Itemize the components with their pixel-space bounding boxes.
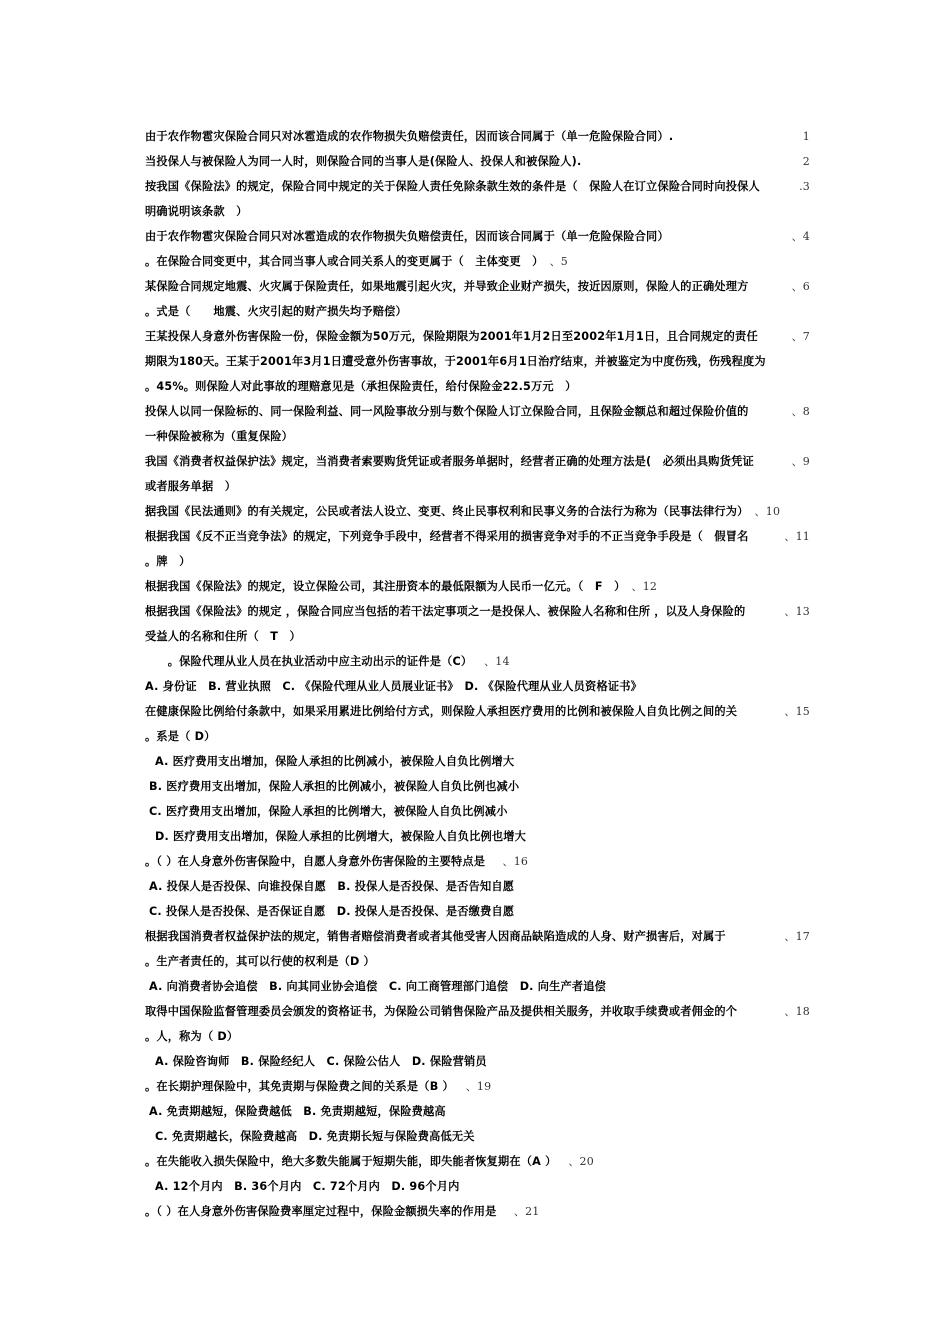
question-number: 、13 (784, 605, 810, 618)
text-line (145, 849, 810, 874)
line-text: 一种保险被称为（重复保险） (145, 430, 294, 443)
text-line (145, 899, 810, 924)
text-line (145, 599, 810, 624)
text-line (145, 949, 810, 974)
text-line (145, 399, 810, 424)
text-line (145, 699, 810, 724)
question-number: 、14 (484, 655, 510, 668)
line-text: 按我国《保险法》的规定，保险合同中规定的关于保险人责任免除条款生效的条件是（ 保险人在订立保险合同时向投保人 (145, 180, 760, 193)
question-number: 、21 (513, 1205, 540, 1218)
question-number: 、10 (754, 505, 781, 518)
text-line (145, 324, 810, 349)
line-text: 根据我国《反不正当竞争法》的规定，下列竞争手段中，经营者不得采用的损害竞争对手的不正当竞争手段是（ 假冒名 (145, 530, 749, 543)
text-line (145, 474, 810, 499)
text-line (145, 674, 810, 699)
question-number: 、8 (791, 405, 810, 418)
text-line (145, 249, 810, 274)
line-text: C. 免责期越长，保险费越高 D. 免责期长短与保险费高低无关 (155, 1130, 475, 1143)
text-line (145, 824, 810, 849)
text-line (145, 349, 810, 374)
question-number: 、7 (791, 330, 810, 343)
question-number: 、20 (568, 1155, 594, 1168)
line-text: 当投保人与被保险人为同一人时，则保险合同的当事人是(保险人、投保人和被保险人). (145, 155, 582, 168)
line-text: C. 投保人是否投保、是否保证自愿 D. 投保人是否投保、是否缴费自愿 (149, 905, 515, 918)
text-line (145, 374, 810, 399)
text-line (145, 1199, 810, 1224)
text-line (145, 124, 810, 149)
question-number: 、15 (784, 705, 810, 718)
text-line (145, 199, 810, 224)
text-line (145, 774, 810, 799)
line-text: 投保人以同一保险标的、同一保险利益、同一风险事故分别与数个保险人订立保险合同，且保险金额总和超过保险价值的 (145, 405, 749, 418)
line-text: A. 投保人是否投保、向谁投保自愿 B. 投保人是否投保、是否告知自愿 (149, 880, 515, 893)
question-number: 、17 (784, 930, 810, 943)
question-number: 、16 (502, 855, 529, 868)
line-text: 根据我国《保险法》的规定，设立保险公司，其注册资本的最低限额为人民币一亿元。（ F ） (145, 580, 626, 593)
text-line (145, 1074, 810, 1099)
question-number: 、19 (465, 1080, 492, 1093)
text-line (145, 749, 810, 774)
question-number: 、6 (791, 280, 810, 293)
line-text: 王某投保人身意外伤害保险一份，保险金额为50万元，保险期限为2001年1月2日至2002年1月1日，且合同规定的责任 (145, 330, 758, 343)
question-number: 、12 (631, 580, 658, 593)
line-text: 。系是（ D） (145, 730, 216, 743)
text-line (145, 299, 810, 324)
question-number: .3 (799, 180, 810, 193)
line-text: 受益人的名称和住所（ T ） (145, 630, 301, 643)
line-text: 。牌 ） (145, 555, 191, 568)
text-line (145, 499, 810, 524)
text-line (145, 1174, 810, 1199)
line-text: A. 保险咨询师 B. 保险经纪人 C. 保险公估人 D. 保险营销员 (155, 1055, 487, 1068)
question-number: 1 (802, 130, 810, 143)
line-text: 。（ ）在人身意外伤害保险中，自愿人身意外伤害保险的主要特点是 (145, 855, 497, 868)
line-text: 。45%。则保险人对此事故的理赔意见是（承担保险责任，给付保险金22.5万元 ） (145, 380, 577, 393)
line-text: 明确说明该条款 ） (145, 205, 248, 218)
text-line (145, 1024, 810, 1049)
text-line (145, 524, 810, 549)
line-text: C. 医疗费用支出增加，保险人承担的比例增大，被保险人自负比例减小 (149, 805, 508, 818)
text-line (145, 1049, 810, 1074)
text-line (145, 1124, 810, 1149)
text-line (145, 449, 810, 474)
line-text: 期限为180天。王某于2001年3月1日遭受意外伤害事故，于2001年6月1日治疗结束，并被鉴定为中度伤残，伤残程度为 (145, 355, 766, 368)
line-text: 。保险代理从业人员在执业活动中应主动出示的证件是（C） (145, 655, 479, 668)
line-text: D. 医疗费用支出增加，保险人承担的比例增大，被保险人自负比例也增大 (155, 830, 527, 843)
text-line (145, 624, 810, 649)
text-line (145, 1149, 810, 1174)
line-text: 我国《消费者权益保护法》规定，当消费者索要购货凭证或者服务单据时，经营者正确的处理方法是( 必须出具购货凭证 (145, 455, 754, 468)
text-line (145, 1099, 810, 1124)
text-line (145, 999, 810, 1024)
line-text: 。在长期护理保险中，其免责期与保险费之间的关系是（B ） (145, 1080, 460, 1093)
question-number: 、11 (784, 530, 810, 543)
text-line (145, 224, 810, 249)
line-text: 。在保险合同变更中，其合同当事人或合同关系人的变更属于（ 主体变更 ） (145, 255, 544, 268)
question-number: 、18 (784, 1005, 810, 1018)
line-text: 由于农作物雹灾保险合同只对冰雹造成的农作物损失负赔偿责任，因而该合同属于（单一危险保险合同）. (145, 130, 674, 143)
line-text: 根据我国《保险法》的规定 ，保险合同应当包括的若干法定事项之一是投保人、被保险人名称和住所 ，以及人身保险的 (145, 605, 746, 618)
text-line (145, 649, 810, 674)
text-line (145, 874, 810, 899)
line-text: A. 12个月内 B. 36个月内 C. 72个月内 D. 96个月内 (155, 1180, 460, 1193)
text-line (145, 424, 810, 449)
line-text: 。生产者责任的，其可以行使的权利是（D ） (145, 955, 375, 968)
line-text: B. 医疗费用支出增加，保险人承担的比例减小，被保险人自负比例也减小 (149, 780, 520, 793)
line-text: A. 医疗费用支出增加，保险人承担的比例减小，被保险人自负比例增大 (155, 755, 515, 768)
line-text: 。人，称为（ D） (145, 1030, 239, 1043)
line-text: 取得中国保险监督管理委员会颁发的资格证书，为保险公司销售保险产品及提供相关服务，并收取手续费或者佣金的个 (145, 1005, 738, 1018)
line-text: 或者服务单据 ） (145, 480, 237, 493)
question-number: 、9 (791, 455, 810, 468)
question-list (145, 124, 810, 1224)
question-number: 2 (802, 155, 810, 168)
text-line (145, 574, 810, 599)
line-text: 由于农作物雹灾保险合同只对冰雹造成的农作物损失负赔偿责任，因而该合同属于（单一危险保险合同） (145, 230, 669, 243)
text-line (145, 174, 810, 199)
line-text: A. 身份证 B. 营业执照 C. 《保险代理从业人员展业证书》 D. 《保险代理从业人员资格证书》 (145, 680, 642, 693)
line-text: 根据我国消费者权益保护法的规定，销售者赔偿消费者或者其他受害人因商品缺陷造成的人身、财产损害后，对属于 (145, 930, 726, 943)
text-line (145, 149, 810, 174)
text-line (145, 274, 810, 299)
line-text: 据我国《民法通则》的有关规定，公民或者法人设立、变更、终止民事权利和民事义务的合法行为称为（民事法律行为） (145, 505, 749, 518)
text-line (145, 799, 810, 824)
line-text: A. 免责期越短，保险费越低 B. 免责期越短，保险费越高 (149, 1105, 446, 1118)
question-number: 、4 (791, 230, 810, 243)
line-text: 某保险合同规定地震、火灾属于保险责任，如果地震引起火灾，并导致企业财产损失，按近因原则，保险人的正确处理方 (145, 280, 749, 293)
line-text: 在健康保险比例给付条款中，如果采用累进比例给付方式，则保险人承担医疗费用的比例和被保险人自负比例之间的关 (145, 705, 738, 718)
line-text: 。在失能收入损失保险中，绝大多数失能属于短期失能，即失能者恢复期在（A ） (145, 1155, 563, 1168)
text-line (145, 924, 810, 949)
line-text: 。式是（ 地震、火灾引起的财产损失均予赔偿） (145, 305, 407, 318)
line-text: 。（ ）在人身意外伤害保险费率厘定过程中，保险金额损失率的作用是 (145, 1205, 508, 1218)
text-line (145, 724, 810, 749)
question-number: 、5 (549, 255, 568, 268)
text-line (145, 974, 810, 999)
line-text: A. 向消费者协会追偿 B. 向其同业协会追偿 C. 向工商管理部门追偿 D. 向生产者追偿 (149, 980, 607, 993)
text-line (145, 549, 810, 574)
